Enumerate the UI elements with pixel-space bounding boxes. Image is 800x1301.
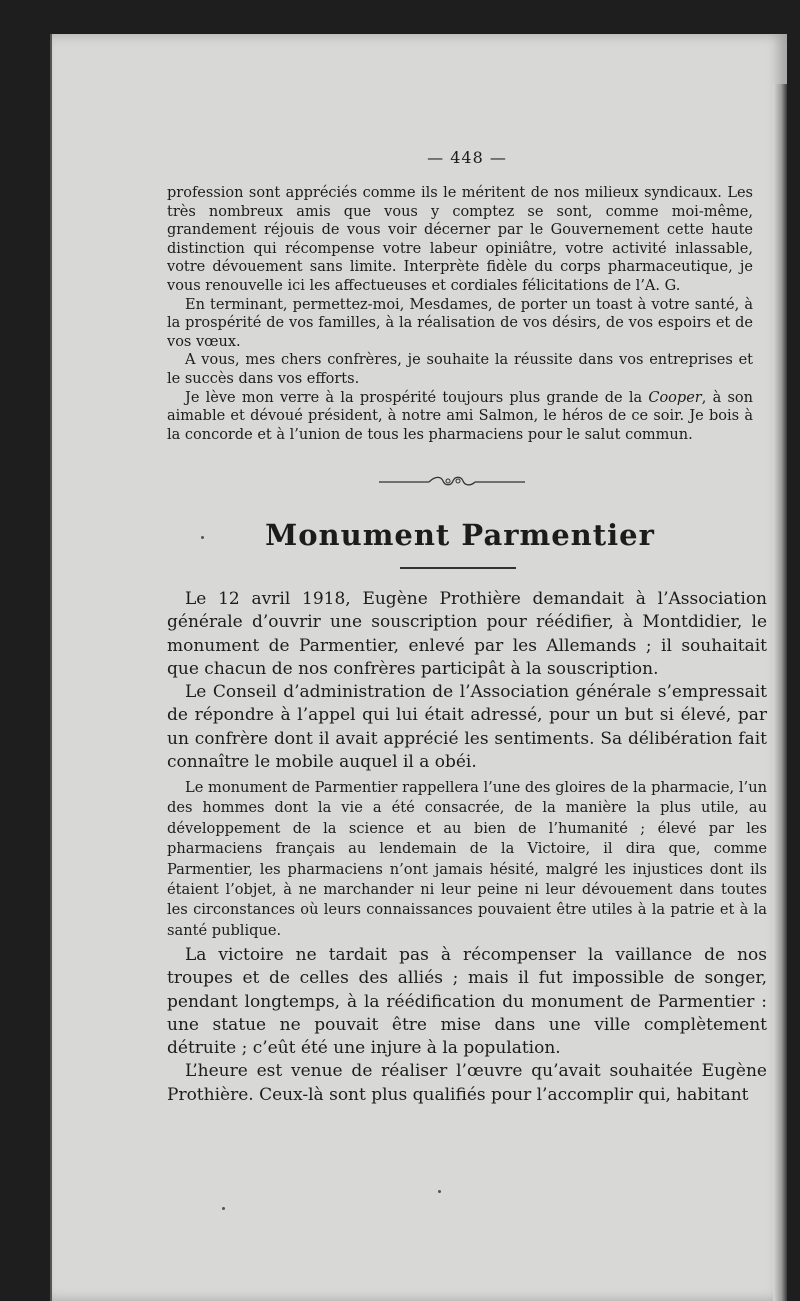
page-spine-shadow [773,84,787,1301]
quoted-deliberation [167,778,767,941]
paragraph: L’heure est venue de réaliser l’œuvre qu’avait souhaitée Eugène Prothière. Ceux-là sont plus qualifiés pour l’accomplir qui, habitant [167,1061,767,1105]
ornament-divider-icon [377,470,527,494]
toast-text-after: , à son aimable et dévoué président, à notre ami Salmon, le héros de ce soir. Je bois à la concorde et à l’union de tous les pharmaciens pour le salut commun. [167,389,753,443]
page-number: — 448 — [427,148,507,167]
paragraph: La victoire ne tardait pas à récompenser la vaillance de nos troupes et de celles des alliés ; mais il fut impossible de songer, pendant longtemps, à la réédification du monument de Parmentier : une statue ne pouvait être mise dans une ville complètement détruite ; c’eût été une injure à la population. [167,945,767,1059]
section-title: Monument Parmentier [265,518,655,552]
section-body-continued [167,944,767,1107]
print-speck [201,536,204,539]
toast-paragraph [167,389,753,445]
paragraph: Le 12 avril 1918, Eugène Prothière demandait à l’Association générale d’ouvrir une souscription pour réédifier, à Montdidier, le monument de Parmentier, enlevé par les Allemands ; il souhaitait que chacun de nos confrères participât à la souscription. [167,589,767,679]
print-speck [222,1207,225,1210]
paragraph: En terminant, permettez-moi, Mesdames, de porter un toast à votre santé, à la prospérité de vos familles, à la réalisation de vos désirs, de vos espoirs et de vos vœux. [167,296,753,350]
toast-text-before: Je lève mon verre à la prospérité toujours plus grande de la [185,389,649,406]
toast-italic: Cooper [648,389,702,406]
section-body [167,588,767,774]
letter-text [167,184,753,444]
paragraph: Le Conseil d’administration de l’Association générale s’empressait de répondre à l’appel qui lui était adressé, pour un but si élevé, par un confrère dont il avait apprécié les sentiments. Sa délibération fait connaître le mobile auquel il a obéi. [167,682,767,773]
paragraph: A vous, mes chers confrères, je souhaite la réussite dans vos entreprises et le succès dans vos efforts. [167,352,753,387]
quote-paragraph: Le monument de Parmentier rappellera l’une des gloires de la pharmacie, l’un des hommes dont la vie a été consacrée, de la manière la plus utile, au développement de la science et au bien de l’humanité ; élevé par les pharmaciens français au lendemain de la Victoire, il dira que, comme Parmentier, les pharmaciens n’ont jamais hésité, malgré les injustices dont ils étaient l’objet, à ne marchander ni leur peine ni leur dévouement dans toutes les circonstances où leurs connaissances pouvaient être utiles à la patrie et à la santé publique. [167,779,767,939]
print-speck [438,1190,441,1193]
paragraph: profession sont appréciés comme ils le méritent de nos milieux syndicaux. Les très nombreux amis que vous y comptez se sont, comme moi-même, grandement réjouis de vous voir décerner par le Gouvernement cette haute distinction qui récompense votre labeur opiniâtre, votre activité inlassable, votre dévouement sans limite. Interprète fidèle du corps pharmaceutique, je vous renouvelle ici les affectueuses et cordiales félicitations de l’A. G. [167,185,753,294]
title-underline [400,567,516,569]
